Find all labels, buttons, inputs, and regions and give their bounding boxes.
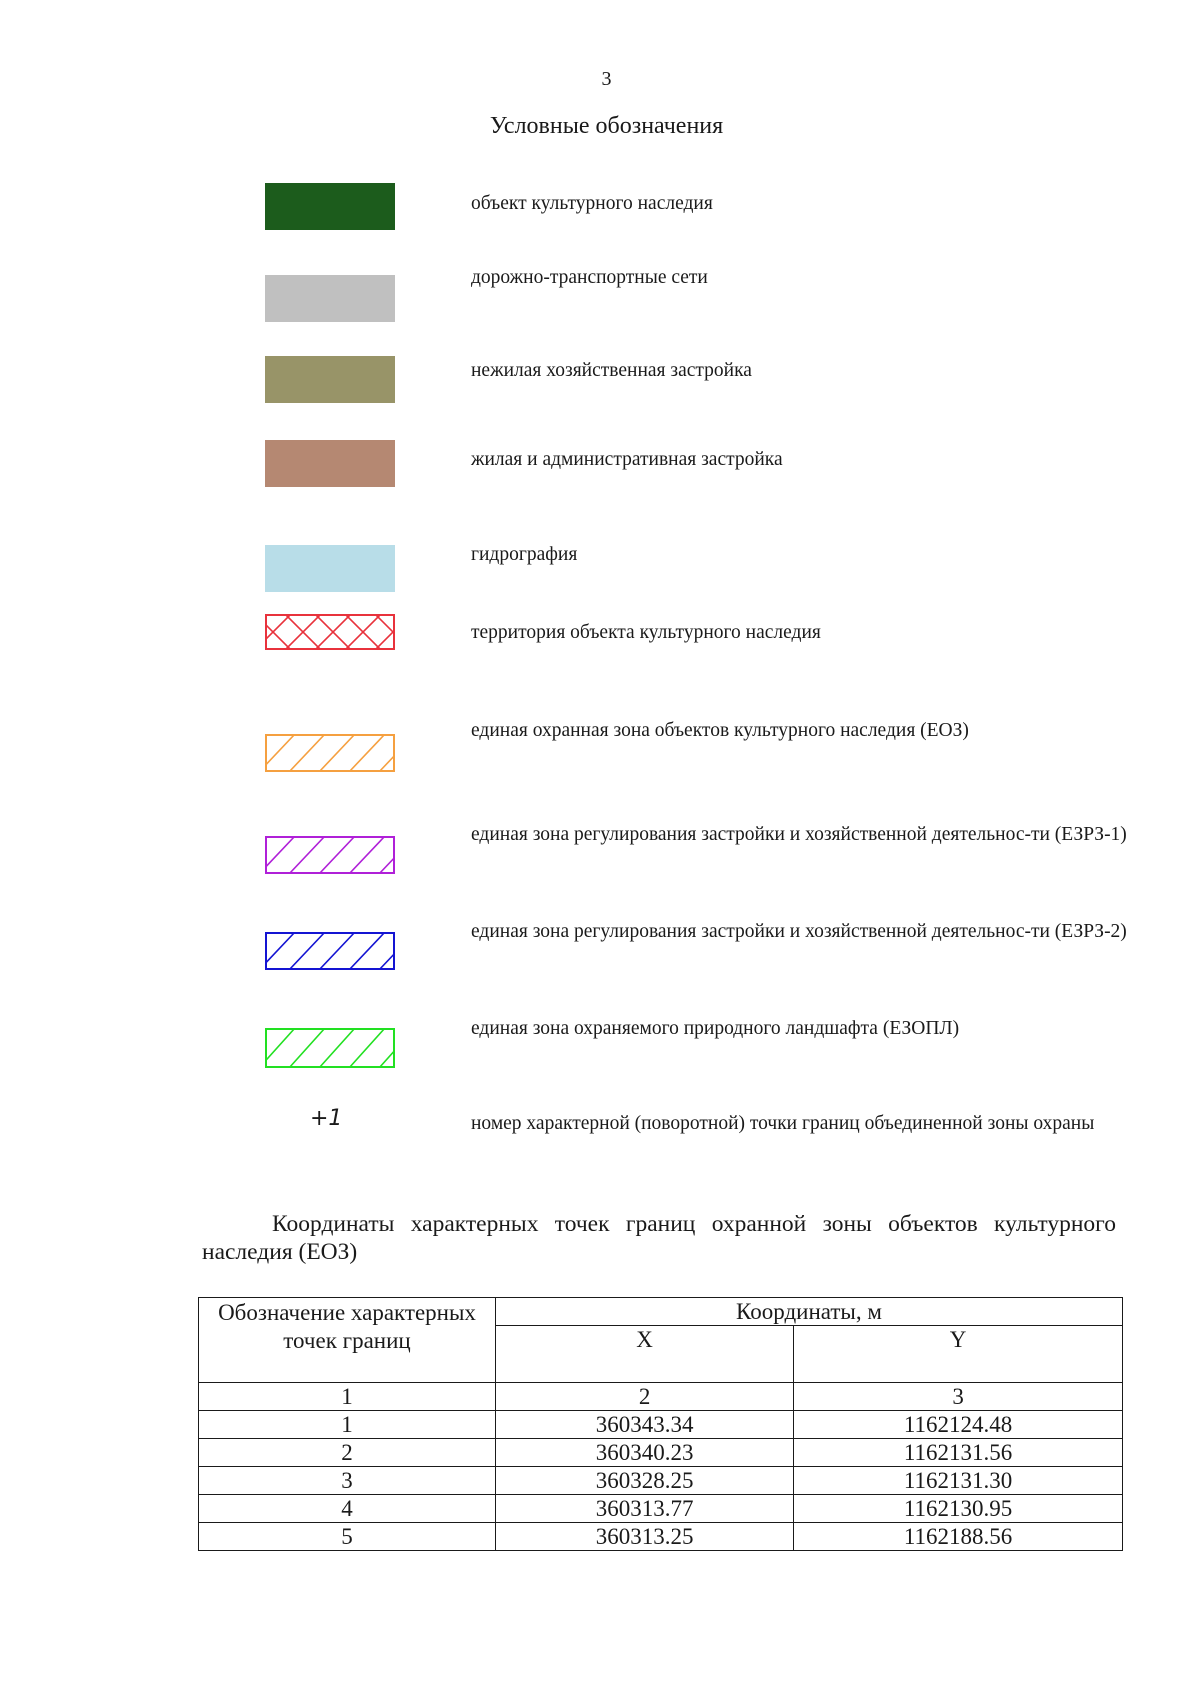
x-cell: 360328.25 [496,1467,794,1495]
header-y: Y [794,1326,1123,1383]
green-hatch-swatch-icon [265,1028,395,1068]
point-number-cell: 3 [199,1467,496,1495]
coords-title: Координаты характерных точек границ охранной зоны объектов культурного наследия (ЕОЗ) [202,1211,1116,1265]
legend-label-ezrz-1: единая зона регулирования застройки и хозяйственной деятельнос-ти (ЕЗРЗ-1) [471,824,1127,845]
x-cell: 360343.34 [496,1411,794,1439]
header-coordinates: Координаты, м [496,1298,1123,1326]
page-number: 3 [601,68,612,90]
legend-label-eoz: единая охранная зона объектов культурного наследия (ЕОЗ) [471,720,969,741]
x-cell: 360313.25 [496,1523,794,1551]
point-number-cell: 4 [199,1495,496,1523]
legend-title: Условные обозначения [489,113,724,139]
y-cell: 1162188.56 [794,1523,1123,1551]
x-cell: 360340.23 [496,1439,794,1467]
table-row [199,1439,1123,1467]
table-row [199,1467,1123,1495]
dark-green-swatch-icon [265,183,395,230]
coords-table [198,1297,1123,1551]
legend-label-residential: жилая и административная застройка [471,449,783,470]
brown-swatch-icon [265,440,395,487]
legend-label-ezrz-2: единая зона регулирования застройки и хозяйственной деятельнос-ти (ЕЗРЗ-2) [471,921,1127,942]
legend-label-nonresidential: нежилая хозяйственная застройка [471,360,752,381]
y-cell: 1162130.95 [794,1495,1123,1523]
table-row [199,1411,1123,1439]
red-crosshatch-swatch-icon [265,614,395,650]
point-number-cell: 5 [199,1523,496,1551]
point-number-cell: 2 [199,1439,496,1467]
purple-hatch-swatch-icon [265,836,395,874]
blue-hatch-swatch-icon [265,932,395,970]
legend-label-road-networks: дорожно-транспортные сети [471,267,708,288]
olive-swatch-icon [265,356,395,403]
numbering-cell: 1 [199,1383,496,1411]
x-cell: 360313.77 [496,1495,794,1523]
y-cell: 1162131.56 [794,1439,1123,1467]
header-point-designation: Обозначение характерных точек границ [199,1298,496,1383]
y-cell: 1162131.30 [794,1467,1123,1495]
table-row [199,1523,1123,1551]
numbering-cell: 2 [496,1383,794,1411]
table-row [199,1495,1123,1523]
light-blue-swatch-icon [265,545,395,592]
point-number-cell: 1 [199,1411,496,1439]
header-x: X [496,1326,794,1383]
legend-label-heritage-territory: территория объекта культурного наследия [471,622,821,643]
legend-label-ezopl: единая зона охраняемого природного ландшафта (ЕЗОПЛ) [471,1018,960,1039]
table-numbering-row [199,1383,1123,1411]
orange-hatch-swatch-icon [265,734,395,772]
legend-label-cultural-object: объект культурного наследия [471,193,713,214]
point-number-mark-icon: +1 [310,1106,343,1131]
numbering-cell: 3 [794,1383,1123,1411]
legend-label-point-number: номер характерной (поворотной) точки границ объединенной зоны охраны [471,1113,1095,1134]
y-cell: 1162124.48 [794,1411,1123,1439]
legend-label-hydrography: гидрография [471,544,578,565]
grey-swatch-icon [265,275,395,322]
